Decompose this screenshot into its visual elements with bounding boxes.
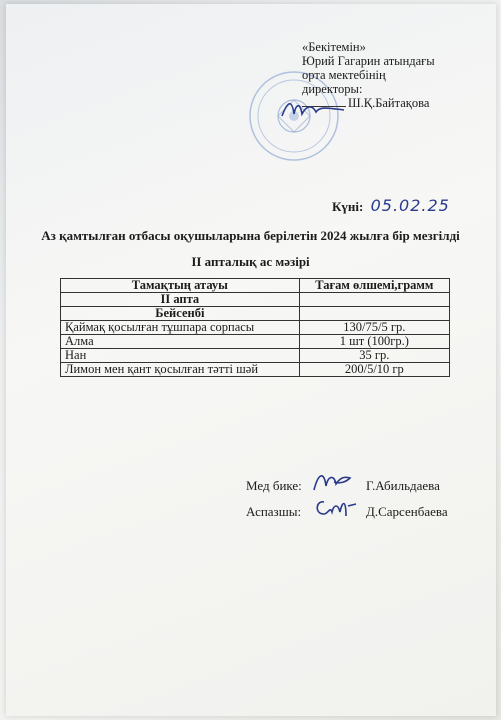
nurse-label: Мед бике: (246, 478, 302, 493)
nurse-signature-row (246, 478, 440, 504)
approval-line-4: директоры: (302, 82, 363, 96)
menu-table (60, 278, 450, 377)
nurse-name: Г.Абильдаева (366, 478, 440, 493)
document-subtitle: II апталық ас мәзірі (191, 254, 310, 269)
header-portion: Тағам өлшемі,грамм (299, 279, 449, 293)
approval-line-2: Юрий Гагарин атындағы (302, 54, 435, 68)
date-row (332, 196, 450, 215)
signatures-block (246, 478, 448, 530)
dish-amount: 1 шт (100гр.) (299, 335, 449, 349)
dish-name: Нан (61, 349, 300, 363)
date-label: Күні: (332, 199, 364, 214)
day-row (61, 307, 450, 321)
dish-name: Лимон мен қант қосылған тәтті шәй (61, 363, 300, 377)
cook-signature-row (246, 504, 448, 530)
director-name: Ш.Қ.Байтақова (348, 96, 430, 110)
table-row (61, 349, 450, 363)
document-title: Аз қамтылған отбасы оқушыларына берілетін 2024 жылға бір мезгілді (41, 228, 460, 243)
day-label: Бейсенбі (61, 307, 300, 321)
dish-amount: 35 гр. (299, 349, 449, 363)
cook-name: Д.Сарсенбаева (366, 504, 448, 519)
table-header-row (61, 279, 450, 293)
dish-amount: 200/5/10 гр (299, 363, 449, 377)
approval-line-1: «Бекітемін» (302, 40, 366, 54)
dish-name: Алма (61, 335, 300, 349)
cook-signature-icon (310, 492, 358, 522)
table-row (61, 363, 450, 377)
table-row (61, 335, 450, 349)
cook-label: Аспазшы: (246, 504, 302, 519)
day-empty-cell (299, 307, 449, 321)
week-label: II апта (61, 293, 300, 307)
dish-name: Қаймақ қосылған тұшпара сорпасы (61, 321, 300, 335)
week-empty-cell (299, 293, 449, 307)
date-value: 05.02.25 (370, 196, 450, 215)
week-row (61, 293, 450, 307)
director-signature-icon (278, 96, 348, 122)
header-dish-name: Тамақтың атауы (61, 279, 300, 293)
approval-line-3: орта мектебінің (302, 68, 386, 82)
table-row (61, 321, 450, 335)
dish-amount: 130/75/5 гр. (299, 321, 449, 335)
